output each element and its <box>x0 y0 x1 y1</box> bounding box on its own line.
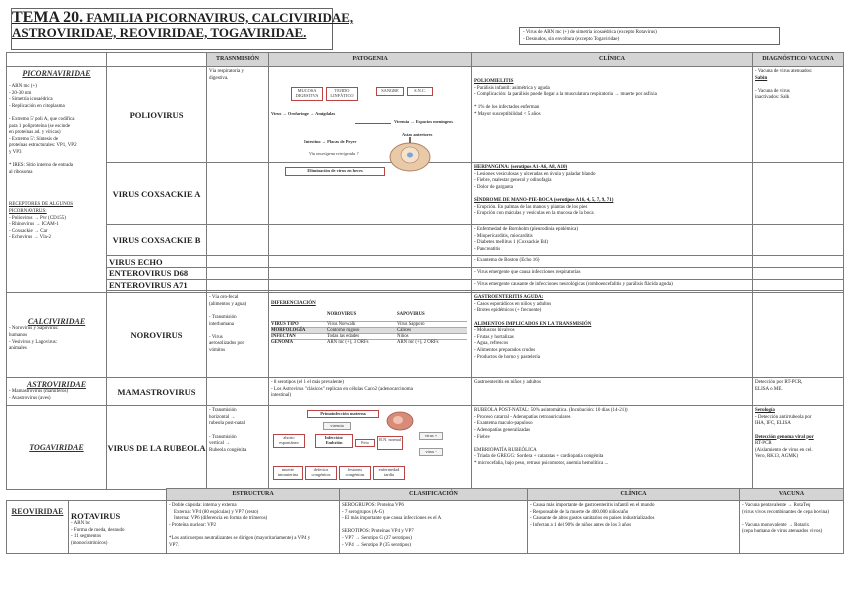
polio-clin-line <box>474 99 750 106</box>
dif-col: NOROVIRUS <box>327 311 357 317</box>
mamastro-transmision <box>207 378 269 406</box>
dif-cell: Cálices <box>397 328 412 334</box>
poliomielitis-title: POLIOMIELITIS <box>474 79 514 84</box>
rub-lesiones: lesiones congénitas <box>339 466 371 480</box>
note-line: - Desnudos, sin envoltura (excepto Togaviridae) <box>523 37 620 42</box>
dif-cell: Niños <box>397 334 409 340</box>
serologia-title: Serología <box>755 408 775 414</box>
header-diagnostico: DIAGNÓSTICO/ VACUNA <box>753 53 844 67</box>
group-astroviridae: ASTROVIRIDAE <box>26 380 87 390</box>
polio-trans-line: digestiva. <box>209 75 229 81</box>
coxb-patogenia <box>269 225 472 256</box>
diagram-sangre: SANGRE <box>376 87 404 96</box>
header-patogenia: PATOGENIA <box>269 53 472 67</box>
entero71-transmision <box>207 279 269 291</box>
mamastro-pato-line: - Los Astrovirus "clásicos" replican en células Caco2 (adenocarcinoma <box>271 386 413 392</box>
polio-dx-line: - Vacuna de virus atenuados: <box>755 69 813 74</box>
calci-desc: - Norovirus y Sapovirus: <box>9 326 59 332</box>
reoviridae-cell <box>7 501 69 554</box>
mamastro-diagnostico <box>753 378 844 406</box>
rub-viremia: viremia <box>323 422 351 430</box>
polio-trans-line: Vía respiratoria y <box>209 69 244 74</box>
calci-desc: - Vesivirus y Lagovirus: <box>9 339 58 345</box>
entero71-clin-line: - Virus emergente causante de infecciones neurológicas (romboencefalitis y parálisis flácida aguda) <box>474 281 673 287</box>
rota-clas-line: - VP7 → Serotipo G (27 serotipos) <box>342 535 412 541</box>
header-clinica-rota: CLÍNICA <box>528 489 740 501</box>
noro-trans-line: - Virus <box>209 334 223 340</box>
rub-dx-line: - Detección antirrubeola por <box>755 414 812 420</box>
rub-aborto: aborto espontáneo <box>273 434 305 448</box>
entero71-diagnostico <box>753 279 844 291</box>
mano-pie-boca-title: SÍNDROME DE MANO-PIE-BOCA (serotipos A16, 4, 5, 7, 9, 71) <box>474 197 614 203</box>
rub-dx-line: RT-PCR <box>755 441 772 447</box>
rub-infeccion: Infección: Embrión <box>315 434 353 448</box>
noro-clin-line: - Frutas y hortalizas <box>474 334 514 340</box>
rota-clin-line: - Causante de altos gastos sanitarios en países industrializados <box>530 516 655 522</box>
header-transmision: TRASNMISIÓN <box>207 53 269 67</box>
diagram-step-2: Viremia → Espacios meníngeos <box>394 119 453 124</box>
dif-cell: VIRUS TIPO <box>271 322 299 328</box>
receptors-title: RECEPTORES DE ALGUNOS <box>9 202 74 208</box>
rota-clas-line: - El más importante que causa infecciones es el A <box>342 516 442 522</box>
polio-clin-line: - Parálisis infantil: asimétrica y aguda <box>474 85 550 91</box>
group-picornaviridae: PICORNAVIRIDAE <box>22 69 91 78</box>
noro-trans-line <box>209 328 266 335</box>
title-line1: FAMILIA PICORNAVIRUS, CALCIVIRIDAE, <box>83 10 354 25</box>
picorna-desc: - Extremo 5': Síntesis de <box>9 136 58 142</box>
noro-transmision <box>207 293 269 378</box>
coxa-clin-line: - Lesiones vesiculosas y ulceradas en úvula y paladar blando <box>474 171 596 177</box>
noro-clinica <box>472 293 753 378</box>
group-togaviridae: TOGAVIRIDAE <box>29 443 84 453</box>
rota-vac-line: (cepa humana de virus atenuados vivos) <box>742 529 823 535</box>
calciviridae-cell <box>7 293 107 378</box>
header-empty-2 <box>107 53 207 67</box>
noro-clin-line: - Moluscos bivalvos <box>474 328 515 334</box>
mamastro-dx-line: Detección por RT-PCR, <box>755 380 803 386</box>
noro-trans-line: - Vía oro-fecal <box>209 295 239 301</box>
rub-rn-normal: R.N. normal <box>377 436 403 450</box>
receptor-item: - Coxsackie → Car <box>9 228 48 234</box>
rubeola-trans-line: - Transmisión <box>209 408 237 414</box>
coxa-clin-line: - Erupción con máculas y vesículas en la mucosa de la boca <box>474 211 594 217</box>
rota-desc: (monocistrónicos) <box>71 540 108 546</box>
coxb-clin-line: - Pancreatitis <box>474 246 501 252</box>
family-notes <box>519 27 780 45</box>
dif-cell: INFECTAN <box>271 334 296 340</box>
picorna-desc: - 20-30 nm <box>9 90 32 96</box>
diagram-mucosa: MUCOSA DIGESTIVA <box>291 87 323 101</box>
noro-clin-line: - Productos de horno y pastelería <box>474 354 540 360</box>
entero68-clin-line: - Virus emergente que causa infecciones respiratorias <box>474 269 581 275</box>
rub-clin-line: - Tríada de GREGG: Sordera + cataratas + cardiopatía congénita <box>474 454 604 460</box>
rota-est-line: - Doble cápsida: interna y externa <box>169 503 237 508</box>
rota-vac-line <box>742 516 841 523</box>
noro-trans-line: aerosolizados por <box>209 341 245 347</box>
rota-est-line: *Los anticuerpos neutralizantes se dirigen (mayoritariamente) a VP4 y <box>169 535 311 541</box>
coxa-transmision <box>207 163 269 225</box>
polio-clin-line: * Mayor susceptibilidad < 5 años <box>474 111 541 117</box>
polio-clin-line: * 1% de los infectados enferman <box>474 105 540 111</box>
mamastro-clin-line: Gastroenteritis en niños y adultos <box>474 380 541 386</box>
calci-desc: humanos <box>9 333 28 339</box>
coxa-clinica <box>472 163 753 225</box>
rotavirus-cell <box>69 501 167 554</box>
virus-echo: VIRUS ECHO <box>107 256 207 268</box>
diagram-step-4: Intestino → Placas de Peyer <box>304 139 357 144</box>
echo-clin-line: - Exantema de Boston (Echo 16) <box>474 258 540 264</box>
alimentos-title: ALIMENTOS IMPLICADOS EN LA TRANSMISIÓN <box>474 321 592 327</box>
dif-cell: Todas las edades <box>327 334 360 340</box>
header-vacuna: VACUNA <box>740 489 844 501</box>
coxa-clin-line: - Dolor de garganta <box>474 184 513 190</box>
picorna-desc: al ribosoma <box>9 169 33 175</box>
noro-trans-line: - Transmisión <box>209 314 237 320</box>
picorna-desc: proteínas estructurales: VP1, VP2 <box>9 143 77 149</box>
header-estructura: ESTRUCTURA <box>167 489 340 501</box>
coxa-clin-line: - Fiebre, malestar general y odinofagia <box>474 178 552 184</box>
entero68-transmision <box>207 267 269 279</box>
virus-rotavirus: ROTAVIRUS <box>71 511 121 521</box>
rub-clin-line: - Fiebre <box>474 434 490 440</box>
header-clasificacion: CLASIFICACIÓN <box>340 489 528 501</box>
rota-clas-line: SEROGRUPOS: Proteína VP6 <box>342 503 404 508</box>
noro-trans-line: interhumana <box>209 321 234 327</box>
rubeola-trans-line: vertical → <box>209 441 231 447</box>
dif-col: SAPOVIRUS <box>397 311 425 317</box>
picornaviridae-cell <box>7 67 107 293</box>
coxb-clin-line: - Miopericarditis, miocarditis <box>474 233 533 239</box>
diagram-step-5: Vía neurógena retrógrada ? <box>309 151 359 156</box>
polio-clinica <box>472 67 753 163</box>
title-line2: ASTROVIRIDAE, REOVIRIDAE, TOGAVIRIDAE. <box>12 25 307 40</box>
dif-cell: Contorno rugoso <box>327 328 360 334</box>
dif-cell: ARN mc (+), 2 ORFs <box>397 340 439 346</box>
diferenciacion-title: DIFERENCIACIÓN <box>271 301 316 307</box>
noro-trans-line <box>209 308 266 315</box>
diagram-step-1: Virus → Orofaringe → Amígdalas <box>271 111 336 116</box>
astro-desc: - Avastrovirus (aves) <box>9 395 51 401</box>
dif-cell: Virus Sapporo <box>397 322 425 328</box>
rota-clin-line: - Infectan a 1 del 90% de niños antes de los 3 años <box>530 522 632 528</box>
virus-mamastrovirus: MAMASTROVIRUS <box>107 378 207 406</box>
embryo-illustration <box>385 410 415 432</box>
virus-coxsackie-b: VIRUS COXSACKIE B <box>107 225 207 256</box>
rota-clin-line: - Causa más importante de gastroenteritis infantil en el mundo <box>530 503 655 508</box>
vacuna-rotarix: - Vacuna monovalente → Rotarix <box>742 522 810 528</box>
rub-dx-line <box>755 428 841 435</box>
rub-clin-line: - Exantema maculo-papuloso <box>474 421 533 427</box>
coxa-patogenia <box>269 163 472 225</box>
coxa-clin-line: - Erupción. En palmas de las manos y plantas de los pies <box>474 204 588 210</box>
entero71-patogenia <box>269 279 472 291</box>
rub-dx-line: Vero, RK13, AGMK) <box>755 454 799 460</box>
receptor-item: - Poliovirus → Pvr (CD155) <box>9 215 66 221</box>
receptor-item: - Echovirus → Vla-2 <box>9 235 51 241</box>
rota-clas-line: - VP4 → Serotipo P (35 serotipos) <box>342 542 411 548</box>
rub-primo: Primoinfección materna <box>307 410 379 418</box>
receptor-item: - Rhinovirus → ICAM-1 <box>9 222 59 228</box>
header-empty-1 <box>7 53 107 67</box>
rota-desc: - ARN bc <box>71 521 91 526</box>
rubeola-clinica <box>472 406 753 490</box>
rota-desc: - 11 segmentos <box>71 534 102 540</box>
polio-diagnostico <box>753 67 844 163</box>
coxb-clinica <box>472 225 753 256</box>
calci-desc: animales <box>9 346 27 352</box>
dif-cell: GENOMA <box>271 340 294 346</box>
picorna-desc: - Replicación en citoplasma <box>9 103 65 109</box>
entero68-clinica <box>472 267 753 279</box>
coxb-diagnostico <box>753 225 844 256</box>
coxa-diagnostico <box>753 163 844 225</box>
rubeola-trans-line: horizontal → <box>209 414 236 420</box>
vaccine-salk: inactivados: Salk <box>755 95 790 101</box>
diagram-step-6: Eliminación de virus en heces <box>285 167 385 176</box>
astroviridae-cell <box>7 378 107 406</box>
echo-diagnostico <box>753 256 844 268</box>
genoma-title: Detección genoma viral por <box>755 434 814 440</box>
rubeola-trans-line: rubeola post-natal <box>209 421 245 427</box>
embriopatia-title: EMBRIOPATÍA RUBEÓLICA <box>474 447 537 453</box>
coxa-clin-line <box>474 191 750 198</box>
diagram-tejido: TEJIDO LINFÁTICO <box>326 87 358 101</box>
rub-clin-line <box>474 441 750 448</box>
noro-patogenia <box>269 293 472 378</box>
rub-dx-line: (Aislamiento de virus en cel. <box>755 447 813 453</box>
header-clinica: CLÍNICA <box>472 53 753 67</box>
entero68-diagnostico <box>753 267 844 279</box>
mamastro-clinica <box>472 378 753 406</box>
rub-clin-line: * microcefalia, bajo peso, retraso psicomotor, anemia hemolítica ... <box>474 460 609 466</box>
echo-clinica <box>472 256 753 268</box>
rota-clin-line: - Responsable de la muerte de 400.000 niños/año <box>530 509 629 515</box>
page-title <box>12 10 353 40</box>
rub-defectos: defectos congénitos <box>305 466 337 480</box>
noro-trans-line: (alimentos y agua) <box>209 301 247 307</box>
mamastro-dx-line: ELISA o ME. <box>755 386 783 392</box>
rota-est-line: Interna: VP6 (diferencia en forma de trímeros) <box>169 516 268 522</box>
picorna-desc: - Extremo 5' poli A, que codifica <box>9 116 75 122</box>
mamastro-patogenia <box>269 378 472 406</box>
mamastro-pato-line: - 8 serotipos (el 1 el más prevalente) <box>271 380 344 386</box>
title-tema: TEMA 20. <box>12 9 84 26</box>
picorna-desc: y VP3 <box>9 149 22 155</box>
polio-dx-line: - Vacuna de virus <box>755 88 790 94</box>
rota-est-line: - Proteína nuclear: VP2 <box>169 522 216 528</box>
polio-transmision <box>207 67 269 163</box>
virus-poliovirus: POLIOVIRUS <box>107 67 207 163</box>
virus-rubeola: VIRUS DE LA RUBEOLA <box>107 406 207 490</box>
astro-desc: - Mamastrovirus (mamíferos) <box>9 389 69 395</box>
rota-clas-line: SEROTIPOS: Proteínas VP4 y VP7 <box>342 529 414 535</box>
noro-clin-line: - Alimentos preparados crudos <box>474 347 536 353</box>
rubeola-trans-line: - Transmisión <box>209 434 237 440</box>
rota-clas-line <box>342 523 525 530</box>
picorna-desc: * IRES: Sitio interno de entrada <box>9 163 74 169</box>
mamastro-pato-line: intestinal) <box>271 393 291 399</box>
diagram-snc: S.N.C. <box>407 87 433 96</box>
dif-cell: MORFOLOGÍA <box>271 328 306 334</box>
rota-est-line: Externa: VP4 (80 espículas) y VP7 (resto) <box>169 509 259 515</box>
rota-estructura <box>167 501 340 554</box>
rota-vacuna <box>740 501 844 554</box>
bot-header-empty <box>69 489 167 501</box>
entero71-clinica <box>472 279 753 291</box>
echo-transmision <box>207 256 269 268</box>
virus-enterovirus-d68: ENTEROVIRUS D68 <box>107 267 207 279</box>
polio-dx-line <box>755 82 841 89</box>
rota-vac-line: (virus vivos recombinantes de cepa bovina) <box>742 509 830 515</box>
rub-clin-line: - Adenopatías generalizadas <box>474 427 531 433</box>
dif-cell: ARN mc (+), 3 ORFs <box>327 340 369 346</box>
picorna-desc: en proteínas ad. y víricas) <box>9 130 61 136</box>
rota-clinica <box>528 501 740 554</box>
picorna-desc: - Simetría icosaédrica <box>9 97 53 103</box>
diferenciacion-table <box>271 312 467 346</box>
rubeola-diagnostico <box>753 406 844 490</box>
diagram-step-3: Astas anteriores <box>402 132 433 137</box>
group-calciviridae: CALCIVIRIDAE <box>27 317 86 327</box>
noro-diagnostico <box>753 293 844 378</box>
dif-cell: Virus Norwalk <box>327 322 356 328</box>
noro-clin-line <box>474 315 750 322</box>
picorna-desc <box>9 157 104 164</box>
picorna-desc <box>9 110 104 117</box>
coxb-clin-line: - Diabetes mellitus 1 (Coxsackie B4) <box>474 240 549 246</box>
rubeola-transmision <box>207 406 269 490</box>
rub-tardia: enfermedad tardía <box>373 466 405 480</box>
entero68-patogenia <box>269 267 472 279</box>
virus-norovirus: NOROVIRUS <box>107 293 207 378</box>
polio-patogenia <box>269 67 472 173</box>
reoviridae-table <box>6 488 844 554</box>
group-reoviridae: REOVIRIDAE <box>11 507 64 516</box>
rub-feto: Feto <box>355 439 375 447</box>
rubeola-trans-line <box>209 428 266 435</box>
bot-header-empty <box>7 489 69 501</box>
diagram-arrow <box>355 123 391 124</box>
noro-trans-line: vómitos <box>209 347 226 353</box>
togaviridae-cell <box>7 406 107 490</box>
rub-clin-line: - Proceso catarral - Adenopatías retroauriculares <box>474 414 571 420</box>
note-line: - Virus de ARN mc (+) de simetría icosaédrica (excepto Rotavirus) <box>523 30 657 35</box>
rub-postnatal-title: RUBEOLA POST-NATAL: 50% asintomática. (Incubación: 10 días (14-21)) <box>474 408 628 414</box>
gastroenteritis-title: GASTROENTERITIS AGUDA: <box>474 295 544 301</box>
picorna-desc: para 1 poliproteína (se escinde <box>9 123 71 129</box>
receptors-title: PICORNAVIRUS: <box>9 208 47 214</box>
vaccine-sabin: Sabin <box>755 75 768 81</box>
coxb-clin-line: - Enfermedad de Bornholm (pleurodinia epidémica) <box>474 227 578 232</box>
virus-enterovirus-a71: ENTEROVIRUS A71 <box>107 279 207 291</box>
polio-clin-line: - Complicación: la parálisis puede llegar a la musculatura respiratoria → muerte por asfixia <box>474 92 657 98</box>
herpangina-title: HERPANGINA: (serotipos A1-A6, A8, A10) <box>474 165 568 170</box>
echo-patogenia <box>269 256 472 268</box>
rub-virus-neg: virus - <box>419 448 443 456</box>
rota-clas-line: - 7 serogrupos (A-G) <box>342 509 385 515</box>
main-table <box>6 52 844 490</box>
rota-desc: - Forma de rueda, desnudo <box>71 527 125 533</box>
rota-est-line <box>169 529 337 536</box>
rub-muerte: muerte intrauterina <box>273 466 303 480</box>
rubeola-patogenia <box>269 406 472 490</box>
coxb-transmision <box>207 225 269 256</box>
rub-dx-line: IHA, IFC, ELISA <box>755 421 791 427</box>
rub-virus-pos: virus + <box>419 432 443 440</box>
rota-est-line: VP7. <box>169 542 180 548</box>
picorna-desc: - ARN mc (+) <box>9 84 37 89</box>
vacuna-rotateq: - Vacuna pentavalente → RotaTeq <box>742 503 811 508</box>
noro-clin-line: - Brotes epidémicos (+ frecuente) <box>474 308 542 314</box>
rubeola-trans-line: Rubeola congénita <box>209 447 247 453</box>
virus-coxsackie-a: VIRUS COXSACKIE A <box>107 163 207 225</box>
noro-clin-line: - Agua, refrescos <box>474 341 509 347</box>
noro-clin-line: - Casos esporádicos en niños y adultos <box>474 301 552 307</box>
rota-clasificacion <box>340 501 528 554</box>
